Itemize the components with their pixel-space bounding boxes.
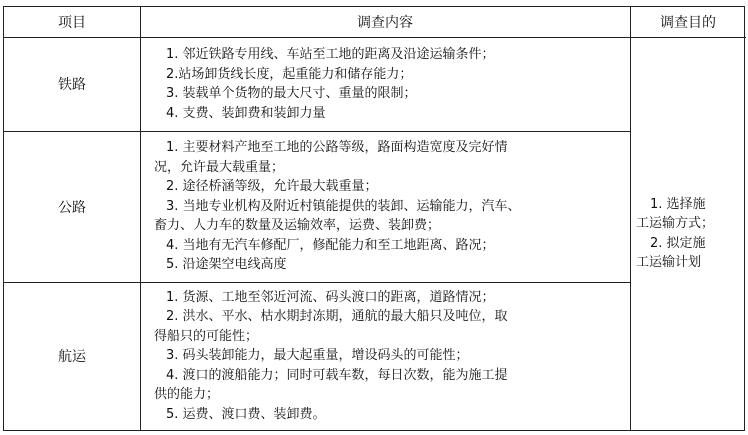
header-content: 调查内容 (357, 15, 413, 31)
row-content-shipping (140, 282, 630, 430)
content-line: 2.站场卸货线长度，起重能力和储存能力； (166, 66, 413, 82)
content-line: 3. 码头装卸能力，最大起重量，增设码头的可能性； (166, 348, 469, 364)
content-line: 5. 运费、渡口费、装卸费。 (166, 406, 326, 422)
content-line: 3. 装载单个货物的最大尺寸、重量的限制； (166, 86, 417, 101)
content-line: 1. 主要材料产地至工地的公路等级，路面构造宽度及完好情 (166, 140, 508, 156)
content-line: 1. 邻近铁路专用线、车站至工地的距离及沿途运输条件； (166, 47, 495, 62)
content-line: 4. 支费、装卸费和装卸力量 (166, 105, 326, 121)
content-line: 畜力、人力车的数量及运输效率，运费、装卸费； (154, 218, 441, 234)
purpose-cell (630, 37, 746, 430)
purpose-line: 1. 选择施 (650, 196, 706, 212)
row-content-railway (140, 37, 630, 131)
content-line: 4. 当地有无汽车修配厂，修配能力和至工地距离、路况； (166, 237, 495, 253)
content-line: 2. 洪水、平水、枯水期封冻期，通航的最大船只及吨位，取 (166, 309, 508, 325)
content-line: 得船只的可能性； (154, 328, 259, 344)
content-line: 4. 渡口的渡船能力；同时可载车数，每日次数，能为施工提 (166, 367, 508, 383)
survey-table (3, 6, 745, 431)
purpose-line: 工运输计划 (636, 255, 702, 270)
content-line: 1. 货源、工地至邻近河流、码头渡口的距离，道路情况； (166, 289, 495, 305)
row-item-shipping: 航运 (58, 349, 86, 365)
row-item-railway: 铁路 (58, 77, 86, 93)
header-purpose: 调查目的 (660, 15, 716, 31)
purpose-line: 2. 拟定施 (650, 235, 706, 251)
header-item: 项目 (58, 15, 86, 31)
content-line: 2. 途径桥涵等级，允许最大载重量； (166, 179, 378, 195)
purpose-line: 工运输方式； (636, 216, 715, 231)
content-line: 况，允许最大载重量； (154, 159, 285, 175)
content-line: 3. 当地专业机构及附近村镇能提供的装卸、运输能力，汽车、 (166, 198, 521, 214)
content-line: 5. 沿途架空电线高度 (166, 257, 287, 273)
row-item-highway: 公路 (58, 199, 86, 216)
row-content-highway (140, 131, 630, 282)
content-line: 供的能力； (154, 387, 220, 403)
